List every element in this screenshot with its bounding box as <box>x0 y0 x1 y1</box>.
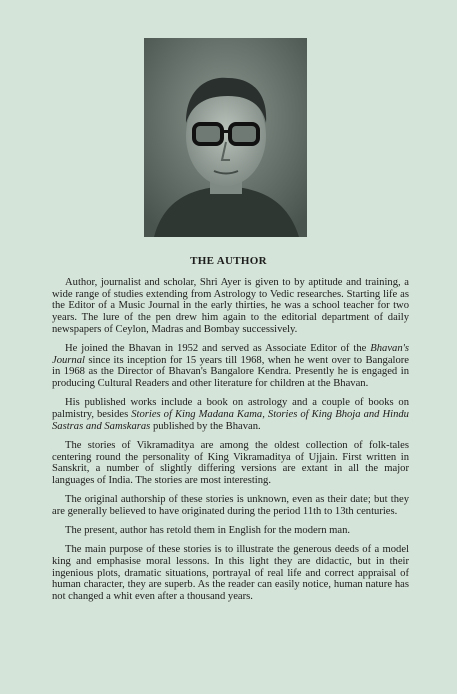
paragraph-text: Author, journalist and scholar, Shri Ayer is given to by aptitude and training, a wide range of studies extending from Astrology to Vedic researches. Starting life as the Editor of a Music Journal in the early thirties, he was a school teacher for two years. The lure of the pen drew him again to the editorial department of daily newspapers of Ceylon, Madras and Bombay successively. <box>52 277 409 335</box>
paragraph-text: The original authorship of these stories is unknown, even as their date; but they are generally believed to have originated during the period 11th to 13th centuries. <box>52 494 409 517</box>
book-title-text: Stories of King Madana Kama, Stories of King Bhoja and Hindu Sastras and Samskaras <box>52 409 409 432</box>
paragraph-text: The present, author has retold them in English for the modern man. <box>65 525 351 537</box>
paragraph-text: He joined the Bhavan in 1952 and served as Associate Editor of the <box>65 343 371 355</box>
bio-paragraph <box>52 440 409 487</box>
author-portrait-image <box>144 38 307 237</box>
author-bio <box>52 277 409 610</box>
page-title: THE AUTHOR <box>190 255 267 267</box>
paragraph-text: The stories of Vikramaditya are among the oldest collection of folk-tales centering round the personality of King Vikramaditya of Ujjain. First written in Sanskrit, a number of slightly differing versions are extant in all the major languages of India. The stories are most interesting. <box>52 439 409 487</box>
bio-paragraph <box>52 494 409 517</box>
book-title-text: Bhavan's Journal <box>52 343 409 366</box>
paragraph-text: The main purpose of these stories is to illustrate the generous deeds of a model king and emphasise moral lessons. In this light they are didactic, but in their ingenious plots, dramatic situations, portrayal of real life and correct appraisal of human character, they are superb. As the reader can easily notice, human nature has not changed a whit even after a thousand years. <box>52 544 409 603</box>
bio-paragraph <box>52 525 409 537</box>
paragraph-text: published by the Bhavan. <box>150 420 261 432</box>
bio-paragraph <box>52 343 409 390</box>
paragraph-text: His published works include a book on astrology and a couple of books on palmistry, besides <box>52 397 409 421</box>
bio-paragraph <box>52 544 409 603</box>
author-photo <box>144 38 307 237</box>
bio-paragraph <box>52 277 409 336</box>
bio-paragraph <box>52 397 409 432</box>
paragraph-text: since its inception for 15 years till 1968, when he went over to Bangalore in 1968 as the Director of Bhavan's Bangalore Kendra. Presently he is engaged in producing Cultural Readers and other literature for children at the Bhavan. <box>52 354 409 390</box>
